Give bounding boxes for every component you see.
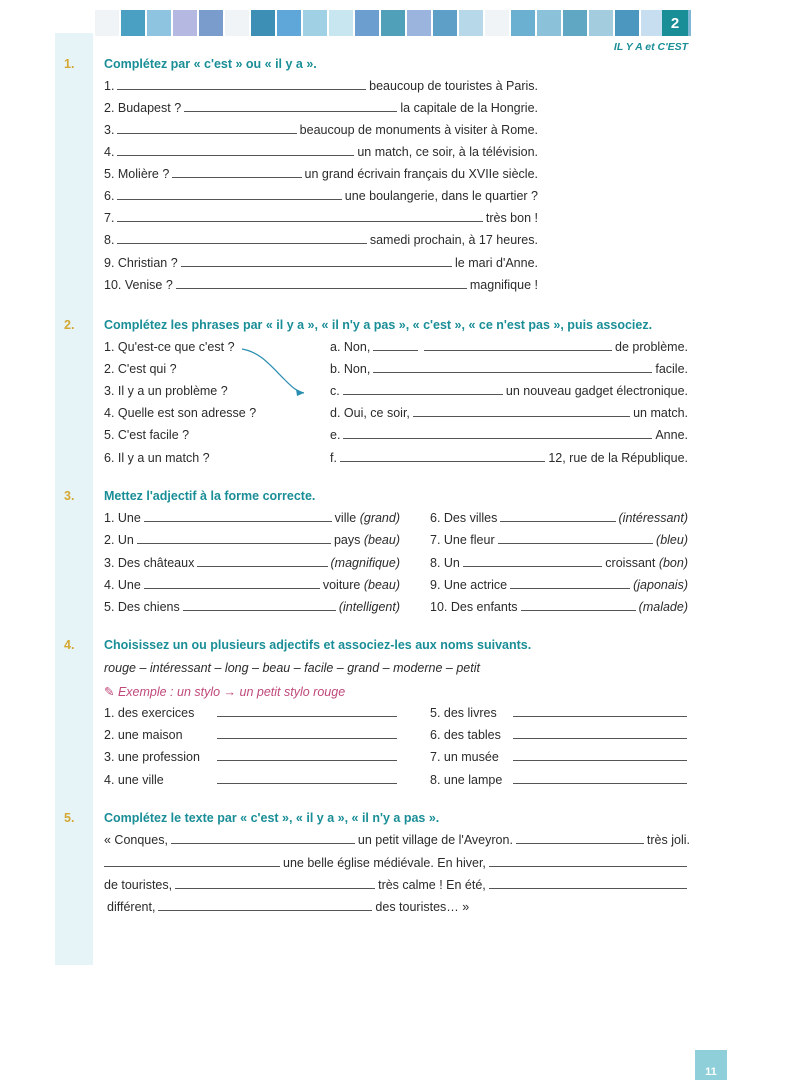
ex4-item: 1. des exercices <box>104 706 400 724</box>
exercise-3-instruction: Mettez l'adjectif à la forme correcte. <box>104 489 316 503</box>
ex2-question: 2. C'est qui ? <box>104 362 177 376</box>
ex3-item: 7. Une fleur (bleu) <box>430 533 688 547</box>
header-color-square <box>121 10 145 36</box>
header-color-square <box>433 10 457 36</box>
ex1-item: 5. Molière ? un grand écrivain français du XVIIe siècle. <box>104 167 538 181</box>
answer-blank[interactable] <box>217 750 397 761</box>
answer-blank[interactable] <box>373 362 652 373</box>
ex1-item: 2. Budapest ? la capitale de la Hongrie. <box>104 101 538 115</box>
answer-blank[interactable] <box>117 79 366 90</box>
ex2-answer: d. Oui, ce soir, un match. <box>330 406 688 420</box>
ex1-item: 9. Christian ? le mari d'Anne. <box>104 256 538 270</box>
header-color-square <box>303 10 327 36</box>
answer-blank[interactable] <box>172 167 301 178</box>
ex1-item: 7. très bon ! <box>104 211 538 225</box>
header-color-square <box>329 10 353 36</box>
chapter-badge: 2 <box>662 10 688 36</box>
association-arrow <box>230 340 310 400</box>
answer-blank[interactable] <box>197 556 327 567</box>
header-color-square <box>459 10 483 36</box>
answer-blank[interactable] <box>181 256 452 267</box>
answer-blank[interactable] <box>489 856 687 867</box>
answer-blank[interactable] <box>117 233 366 244</box>
header-color-square <box>589 10 613 36</box>
answer-blank[interactable] <box>413 406 630 417</box>
header-color-square <box>95 10 119 36</box>
ex3-item: 9. Une actrice (japonais) <box>430 578 688 592</box>
ex2-question: 1. Qu'est-ce que c'est ? <box>104 340 235 354</box>
ex5-text-line: de touristes, très calme ! En été, <box>104 878 690 896</box>
answer-blank[interactable] <box>513 773 687 784</box>
answer-blank[interactable] <box>343 384 503 395</box>
exercise-1-instruction: Complétez par « c'est » ou « il y a ». <box>104 57 317 71</box>
example-line: ✎ Exemple : un stylo → un petit stylo rouge <box>104 685 346 699</box>
ex3-item: 10. Des enfants (malade) <box>430 600 688 614</box>
answer-blank[interactable] <box>158 900 372 911</box>
adjective-list: rouge – intéressant – long – beau – facile – grand – moderne – petit <box>104 661 480 675</box>
ex3-item: 8. Un croissant (bon) <box>430 556 688 570</box>
answer-blank[interactable] <box>500 511 615 522</box>
ex4-item: 6. des tables <box>430 728 690 746</box>
ex2-question: 6. Il y a un match ? <box>104 451 210 465</box>
answer-blank[interactable] <box>217 706 397 717</box>
ex1-item: 4. un match, ce soir, à la télévision. <box>104 145 538 159</box>
ex3-item: 6. Des villes (intéressant) <box>430 511 688 525</box>
ex1-item: 1. beaucoup de touristes à Paris. <box>104 79 538 93</box>
ex1-item: 8. samedi prochain, à 17 heures. <box>104 233 538 247</box>
exercise-4-number: 4. <box>64 638 75 652</box>
ex1-item: 10. Venise ? magnifique ! <box>104 278 538 292</box>
answer-blank[interactable] <box>340 451 545 462</box>
ex2-answer: e. Anne. <box>330 428 688 442</box>
exercise-2-number: 2. <box>64 318 75 332</box>
answer-blank[interactable] <box>184 101 397 112</box>
header-color-square <box>225 10 249 36</box>
answer-blank[interactable] <box>489 878 687 889</box>
header-color-square <box>615 10 639 36</box>
ex3-item: 3. Des châteaux (magnifique) <box>104 556 400 570</box>
ex5-text-line: une belle église médiévale. En hiver, <box>104 856 690 874</box>
header-color-square <box>511 10 535 36</box>
exercise-2-instruction: Complétez les phrases par « il y a », « il n'y a pas », « c'est », « ce n'est pas », puis associez. <box>104 318 653 332</box>
answer-blank[interactable] <box>521 600 636 611</box>
header-color-square <box>173 10 197 36</box>
ex4-item: 5. des livres <box>430 706 690 724</box>
header-color-square <box>277 10 301 36</box>
ex5-text-line: « Conques, un petit village de l'Aveyron. très joli. <box>104 833 690 847</box>
header-color-square <box>199 10 223 36</box>
ex2-answer: c. un nouveau gadget électronique. <box>330 384 688 398</box>
answer-blank[interactable] <box>144 578 320 589</box>
ex5-text-line: différent, des touristes… » <box>107 900 470 914</box>
answer-blank[interactable] <box>183 600 336 611</box>
header-color-squares <box>95 10 691 36</box>
ex2-answer: f. 12, rue de la République. <box>330 451 688 465</box>
ex2-question: 5. C'est facile ? <box>104 428 190 442</box>
ex3-item: 2. Un pays (beau) <box>104 533 400 547</box>
answer-blank[interactable] <box>117 123 296 134</box>
answer-blank[interactable] <box>176 278 467 289</box>
answer-blank[interactable] <box>117 145 354 156</box>
ex3-item: 4. Une voiture (beau) <box>104 578 400 592</box>
answer-blank[interactable] <box>104 856 280 867</box>
ex4-item: 4. une ville <box>104 773 400 791</box>
exercise-1-number: 1. <box>64 57 75 71</box>
answer-blank[interactable] <box>463 556 602 567</box>
answer-blank[interactable] <box>516 833 644 844</box>
answer-blank[interactable] <box>513 706 687 717</box>
header-color-square <box>407 10 431 36</box>
answer-blank[interactable] <box>510 578 630 589</box>
section-title: IL Y A et C'EST <box>613 41 688 53</box>
header-color-square <box>251 10 275 36</box>
ex4-item: 8. une lampe <box>430 773 690 791</box>
header-color-square <box>381 10 405 36</box>
header-color-square <box>147 10 171 36</box>
answer-blank[interactable] <box>217 773 397 784</box>
header-color-square <box>563 10 587 36</box>
answer-blank[interactable] <box>513 750 687 761</box>
ex2-question: 3. Il y a un problème ? <box>104 384 228 398</box>
answer-blank[interactable] <box>217 728 397 739</box>
header-color-square <box>485 10 509 36</box>
answer-blank[interactable] <box>513 728 687 739</box>
page-number: 11 <box>695 1050 727 1080</box>
header-color-square <box>537 10 561 36</box>
answer-blank[interactable] <box>373 340 418 351</box>
ex3-item: 1. Une ville (grand) <box>104 511 400 525</box>
ex1-item: 3. beaucoup de monuments à visiter à Rome. <box>104 123 538 137</box>
answer-blank[interactable] <box>171 833 355 844</box>
ex2-answer: a. Non, de problème. <box>330 340 688 354</box>
answer-blank[interactable] <box>117 189 341 200</box>
ex4-item: 7. un musée <box>430 750 690 768</box>
answer-blank[interactable] <box>137 533 331 544</box>
answer-blank[interactable] <box>144 511 332 522</box>
answer-blank[interactable] <box>175 878 375 889</box>
header-color-square <box>355 10 379 36</box>
exercise-4-instruction: Choisissez un ou plusieurs adjectifs et associez-les aux noms suivants. <box>104 638 532 652</box>
ex3-item: 5. Des chiens (intelligent) <box>104 600 400 614</box>
ex1-item: 6. une boulangerie, dans le quartier ? <box>104 189 538 203</box>
exercise-3-number: 3. <box>64 489 75 503</box>
ex4-item: 3. une profession <box>104 750 400 768</box>
ex4-item: 2. une maison <box>104 728 400 746</box>
answer-blank[interactable] <box>498 533 653 544</box>
pencil-icon: ✎ <box>104 685 118 699</box>
ex2-answer: b. Non, facile. <box>330 362 688 376</box>
answer-blank[interactable] <box>424 340 612 351</box>
answer-blank[interactable] <box>117 211 482 222</box>
ex2-question: 4. Quelle est son adresse ? <box>104 406 257 420</box>
answer-blank[interactable] <box>343 428 652 439</box>
exercise-5-instruction: Complétez le texte par « c'est », « il y a », « il n'y a pas ». <box>104 811 440 825</box>
exercise-5-number: 5. <box>64 811 75 825</box>
